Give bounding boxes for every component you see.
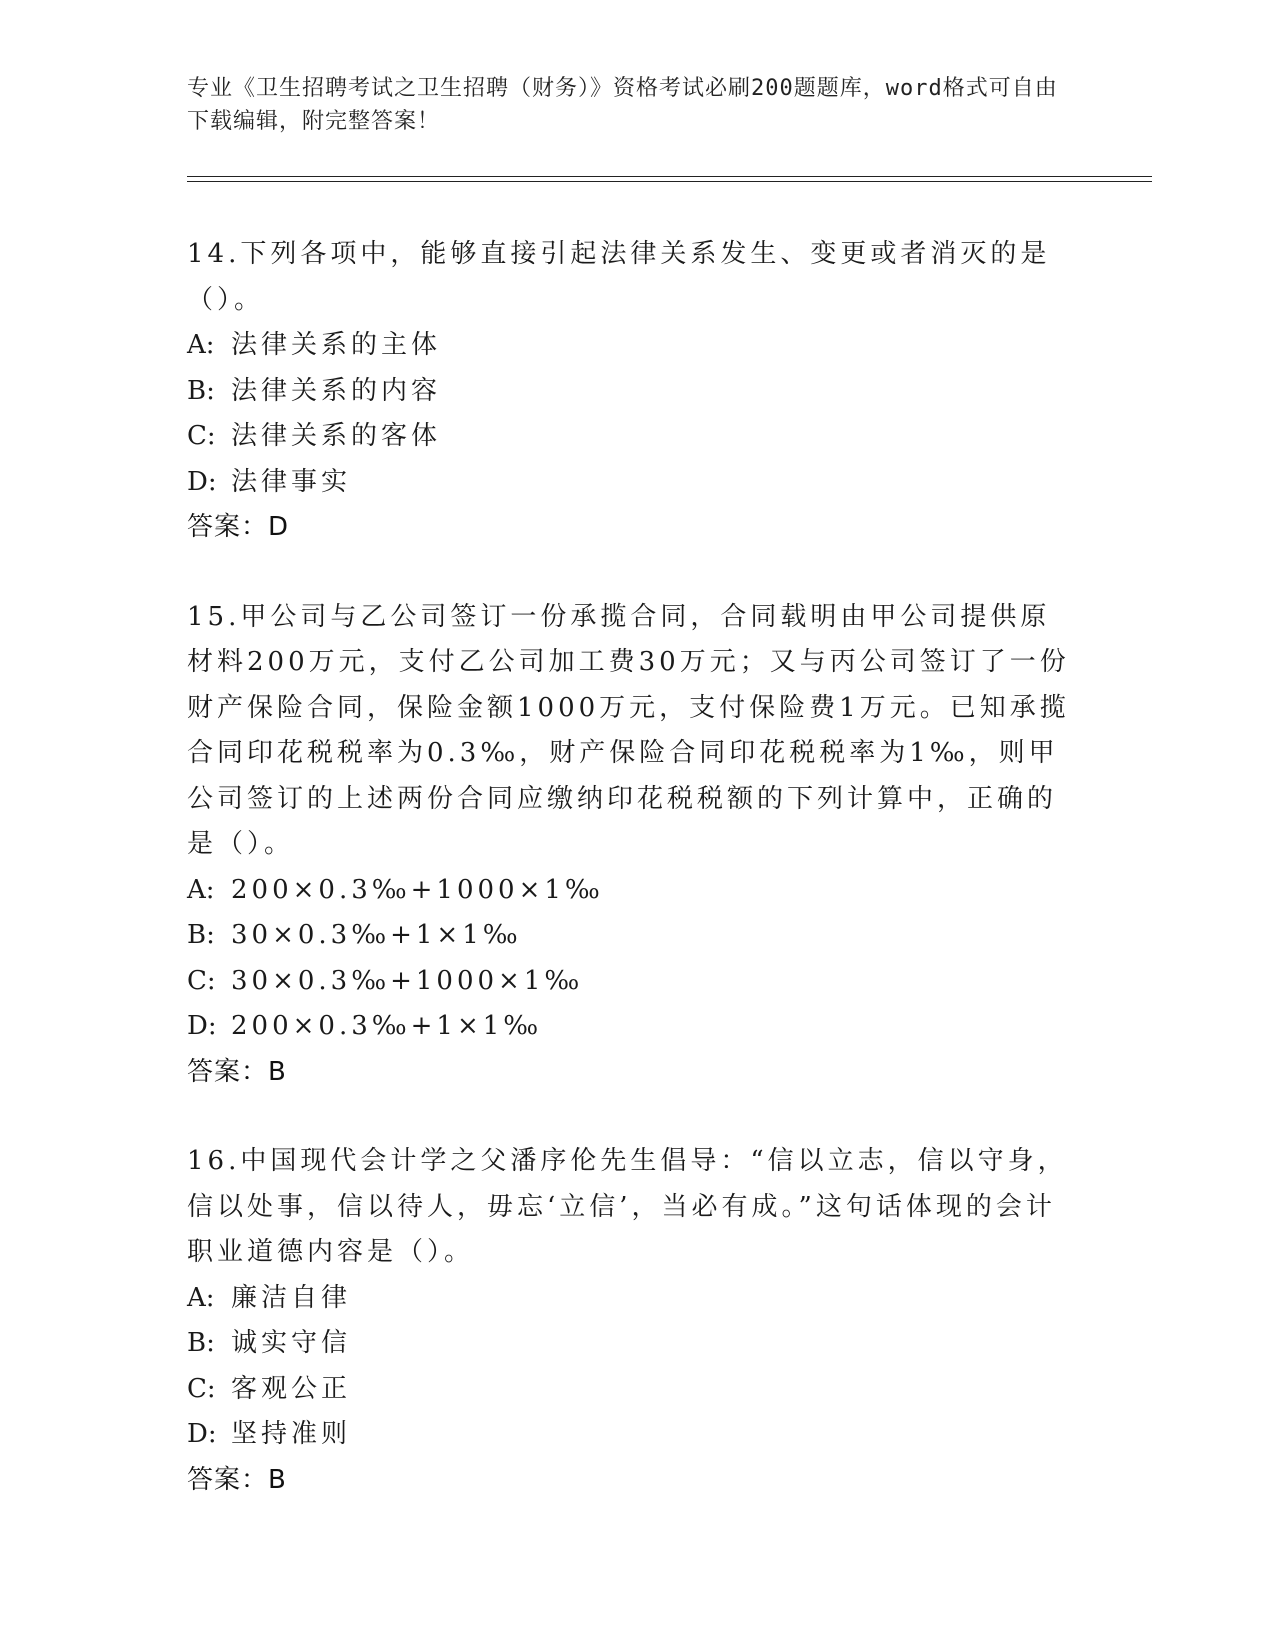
question-16 bbox=[187, 1139, 1077, 1503]
answer-line: 答案：B bbox=[187, 1464, 287, 1495]
option-key: A: bbox=[187, 1282, 215, 1313]
option-text: 30×0.3‰+1×1‰ bbox=[231, 920, 522, 950]
option-a bbox=[187, 1276, 1077, 1322]
option-key: C: bbox=[187, 965, 216, 996]
option-d bbox=[187, 460, 1077, 506]
option-key: A: bbox=[187, 874, 215, 905]
option-key: B: bbox=[187, 375, 215, 406]
option-key: B: bbox=[187, 920, 215, 950]
option-text: 法律关系的客体 bbox=[231, 421, 442, 451]
header-divider bbox=[187, 176, 1152, 182]
option-key: A: bbox=[187, 330, 215, 360]
option-text: 诚实守信 bbox=[231, 1328, 352, 1358]
option-d bbox=[187, 1004, 1077, 1050]
question-15 bbox=[187, 595, 1077, 1096]
option-key: D: bbox=[187, 466, 217, 497]
answer-line: 答案：D bbox=[187, 512, 290, 542]
option-key: D: bbox=[187, 1011, 217, 1041]
option-key: C: bbox=[187, 1373, 216, 1404]
option-text: 客观公正 bbox=[231, 1373, 352, 1404]
option-a bbox=[187, 868, 1077, 914]
option-b bbox=[187, 1321, 1077, 1367]
option-c bbox=[187, 1367, 1077, 1413]
option-a bbox=[187, 323, 1077, 369]
option-text: 200×0.3‰+1×1‰ bbox=[231, 1011, 543, 1041]
option-c bbox=[187, 959, 1077, 1005]
option-c bbox=[187, 414, 1077, 460]
option-d bbox=[187, 1412, 1077, 1458]
question-14 bbox=[187, 232, 1077, 551]
option-text: 30×0.3‰+1000×1‰ bbox=[231, 965, 584, 996]
option-b bbox=[187, 369, 1077, 415]
answer-line: 答案：B bbox=[187, 1056, 287, 1087]
option-b bbox=[187, 913, 1077, 959]
option-text: 坚持准则 bbox=[231, 1419, 352, 1449]
option-text: 廉洁自律 bbox=[231, 1282, 352, 1313]
question-stem: 14.下列各项中，能够直接引起法律关系发生、变更或者消灭的是（）。 bbox=[187, 239, 1051, 315]
option-key: C: bbox=[187, 421, 216, 451]
question-list bbox=[187, 232, 1077, 1547]
question-stem: 15.甲公司与乙公司签订一份承揽合同，合同载明由甲公司提供原材料200万元，支付乙公司加工费30万元；又与丙公司签订了一份财产保险合同，保险金额1000万元，支付保险费1万元。已知承揽合同印花税税率为0.3‰，财产保险合同印花税税率为1‰，则甲公司签订的上述两份合同应缴纳印花税税额的下列计算中，正确的是（）。 bbox=[187, 601, 1070, 859]
option-text: 200×0.3‰+1000×1‰ bbox=[231, 874, 604, 905]
document-header: 专业《卫生招聘考试之卫生招聘（财务）》资格考试必刷200题题库，word格式可自由下载编辑，附完整答案！ bbox=[187, 76, 1058, 134]
question-stem: 16.中国现代会计学之父潘序伦先生倡导：“信以立志，信以守身，信以处事，信以待人，毋忘‘立信’，当必有成。”这句话体现的会计职业道德内容是（）。 bbox=[187, 1146, 1068, 1267]
option-key: D: bbox=[187, 1419, 217, 1449]
option-text: 法律关系的主体 bbox=[231, 330, 442, 360]
option-text: 法律关系的内容 bbox=[231, 375, 442, 406]
option-text: 法律事实 bbox=[231, 466, 352, 497]
option-key: B: bbox=[187, 1328, 215, 1358]
